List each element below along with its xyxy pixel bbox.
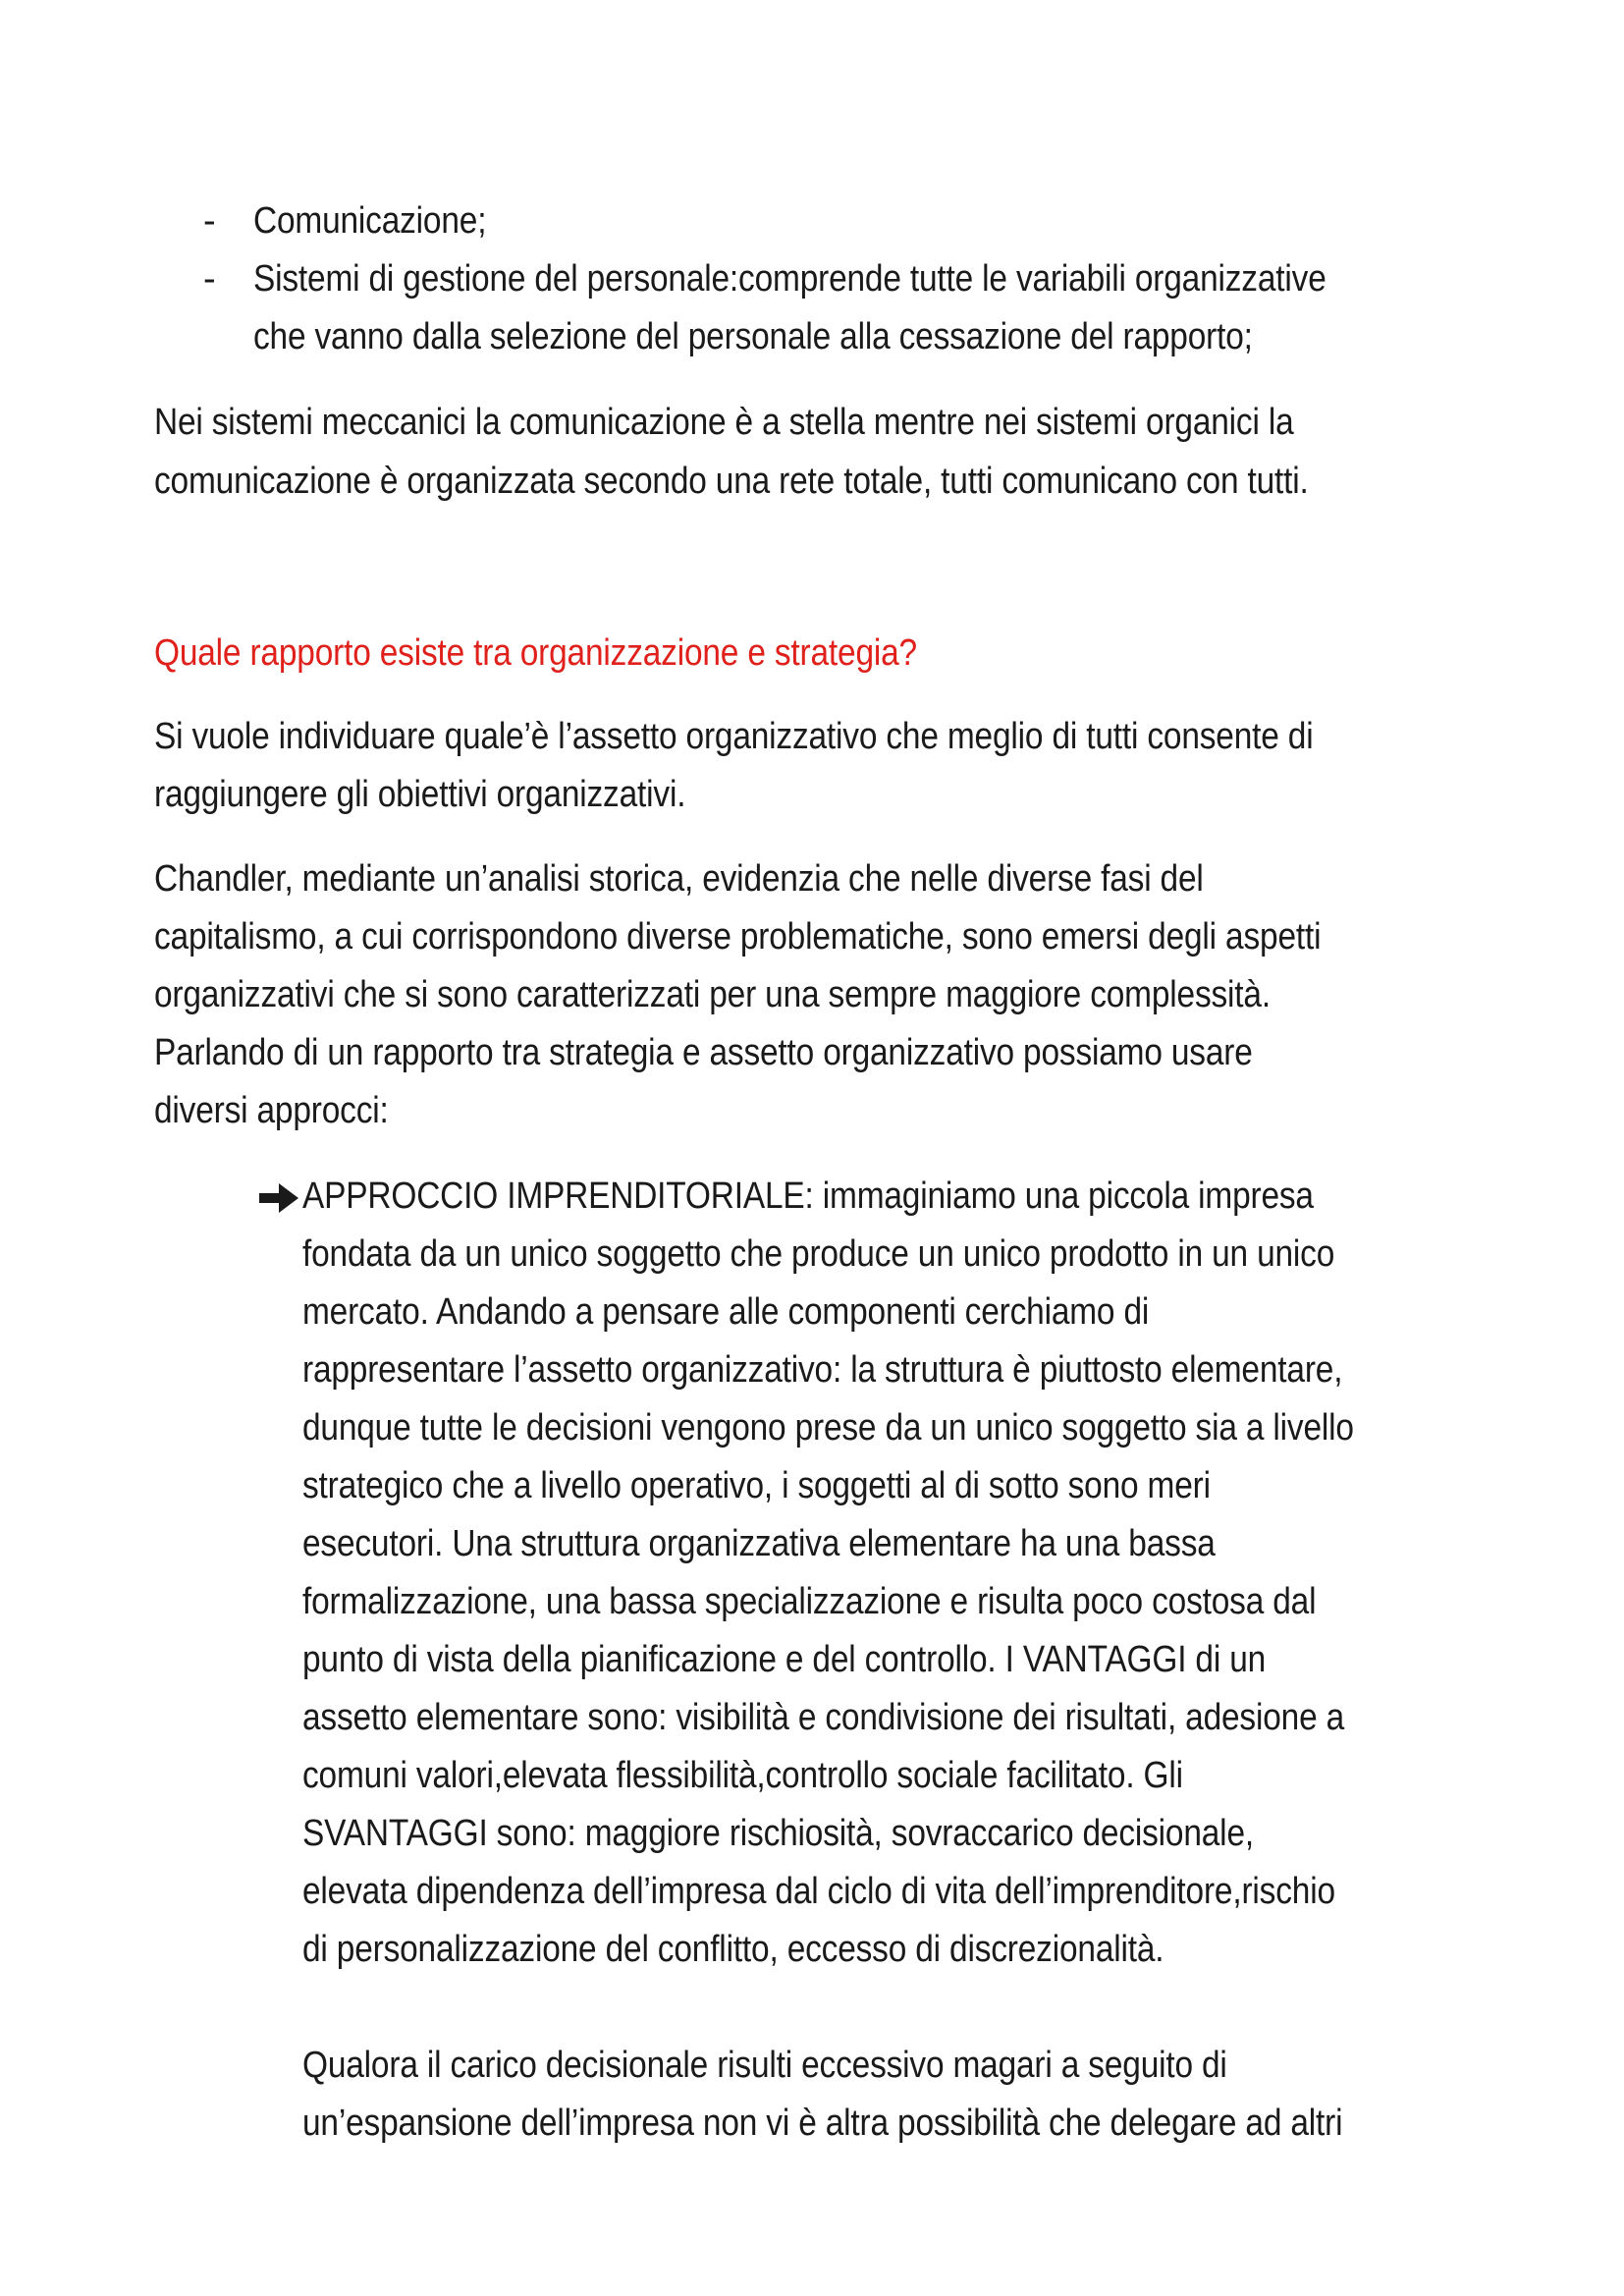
approach-1-line-10: assetto elementare sono: visibilità e condivisione dei risultati, adesione a <box>302 1697 1345 1738</box>
paragraph-3-line-5: diversi approcci: <box>154 1090 389 1131</box>
paragraph-3-line-4: Parlando di un rapporto tra strategia e assetto organizzativo possiamo usare <box>154 1032 1253 1073</box>
approach-1-line-4: rappresentare l’assetto organizzativo: la struttura è piuttosto elementare, <box>302 1349 1343 1391</box>
list-item-personnel-line-2: che vanno dalla selezione del personale alla cessazione del rapporto; <box>253 316 1253 357</box>
list-bullet: - <box>203 200 216 242</box>
approach-1-line-12: SVANTAGGI sono: maggiore rischiosità, sovraccarico decisionale, <box>302 1813 1254 1854</box>
paragraph-4-line-1: Qualora il carico decisionale risulti eccessivo magari a seguito di <box>302 2045 1227 2086</box>
paragraph-4-line-2: un’espansione dell’impresa non vi è altra possibilità che delegare ad altri <box>302 2103 1343 2144</box>
paragraph-1-line-2: comunicazione è organizzata secondo una rete totale, tutti comunicano con tutti. <box>154 461 1309 502</box>
paragraph-1-line-1: Nei sistemi meccanici la comunicazione è a stella mentre nei sistemi organici la <box>154 402 1294 443</box>
approach-1-line-11: comuni valori,elevata flessibilità,controllo sociale facilitato. Gli <box>302 1755 1183 1796</box>
approach-1-line-3: mercato. Andando a pensare alle componenti cerchiamo di <box>302 1291 1150 1333</box>
paragraph-2-line-2: raggiungere gli obiettivi organizzativi. <box>154 774 686 815</box>
right-arrow-icon <box>257 1178 300 1218</box>
approach-1-line-7: esecutori. Una struttura organizzativa elementare ha una bassa <box>302 1523 1216 1564</box>
list-item-personnel-line-1: Sistemi di gestione del personale:comprende tutte le variabili organizzative <box>253 258 1326 300</box>
section-heading: Quale rapporto esiste tra organizzazione e strategia? <box>154 632 917 674</box>
approach-1-line-1: APPROCCIO IMPRENDITORIALE: immaginiamo una piccola impresa <box>302 1175 1314 1217</box>
approach-1-line-6: strategico che a livello operativo, i soggetti al di sotto sono meri <box>302 1465 1211 1506</box>
paragraph-3-line-1: Chandler, mediante un’analisi storica, evidenzia che nelle diverse fasi del <box>154 858 1204 900</box>
approach-1-line-9: punto di vista della pianificazione e del controllo. I VANTAGGI di un <box>302 1639 1267 1680</box>
approach-1-line-13: elevata dipendenza dell’impresa dal ciclo di vita dell’imprenditore,rischio <box>302 1871 1335 1912</box>
list-item-communication: Comunicazione; <box>253 200 487 242</box>
approach-1-line-2: fondata da un unico soggetto che produce un unico prodotto in un unico <box>302 1233 1335 1275</box>
paragraph-3-line-2: capitalismo, a cui corrispondono diverse problematiche, sono emersi degli aspetti <box>154 916 1322 957</box>
approach-1-line-5: dunque tutte le decisioni vengono prese da un unico soggetto sia a livello <box>302 1407 1354 1449</box>
approach-1-line-8: formalizzazione, una bassa specializzazione e risulta poco costosa dal <box>302 1581 1317 1622</box>
paragraph-3-line-3: organizzativi che si sono caratterizzati per una sempre maggiore complessità. <box>154 974 1271 1015</box>
paragraph-2-line-1: Si vuole individuare quale’è l’assetto organizzativo che meglio di tutti consente di <box>154 716 1314 757</box>
approach-1-line-14: di personalizzazione del conflitto, eccesso di discrezionalità. <box>302 1929 1164 1970</box>
list-bullet: - <box>203 258 216 300</box>
